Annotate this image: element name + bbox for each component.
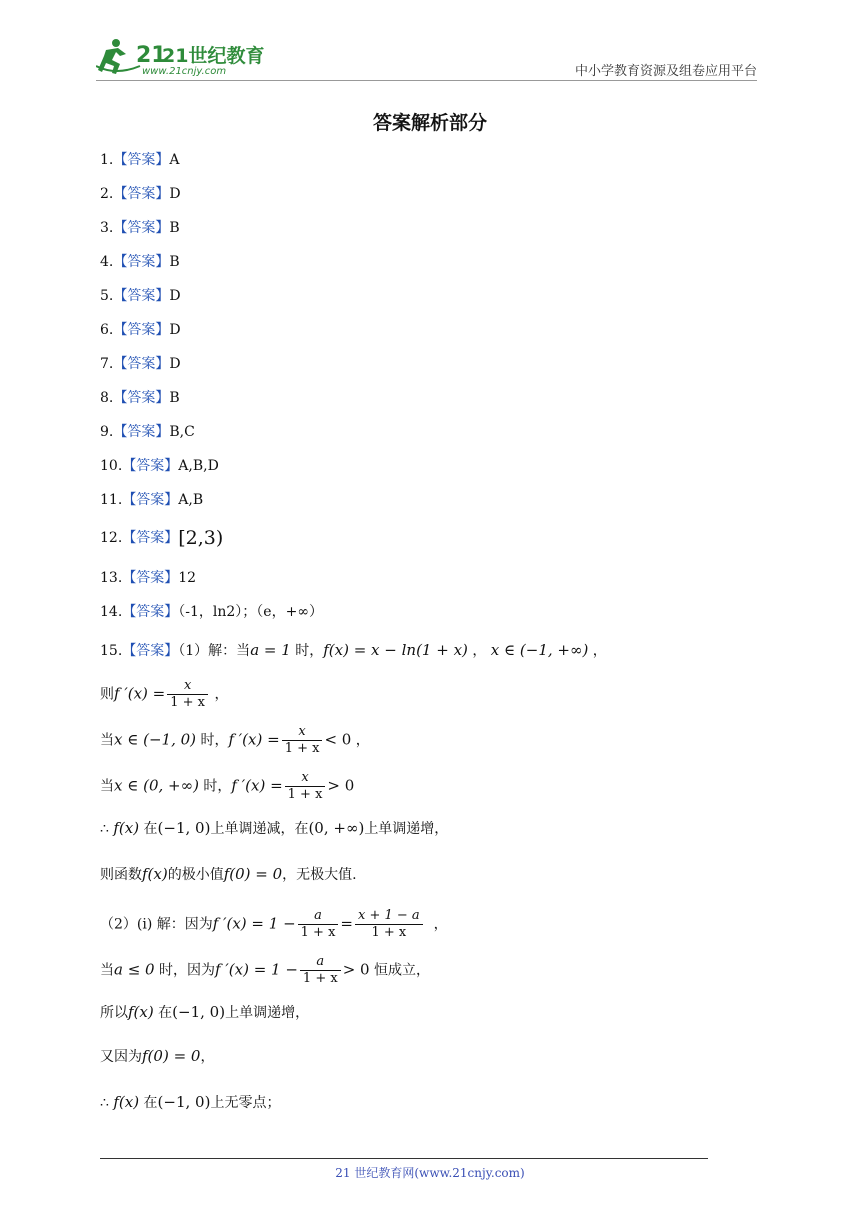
answer-tag: 【答案】 [113,186,170,202]
site-logo [96,36,266,78]
answer-tag: 【答案】 [113,288,170,304]
header-platform-text: 中小学教育资源及组卷应用平台 [574,64,757,79]
footer-link[interactable]: 21 世纪教育网(www.21cnjy.com) [335,1166,525,1180]
answer-tag: 【答案】 [122,604,179,620]
answer-number: 8. [100,390,114,406]
q15-line-10: 又因为f(0) = 0， [100,1047,215,1065]
answer-number: 11. [100,492,123,508]
answer-tag: 【答案】 [122,458,179,474]
answer-number: 7. [100,356,114,372]
answer-value: A,B [178,492,204,508]
answer-value: B,C [169,424,195,440]
answer-value: D [169,356,181,372]
footer-divider [100,1158,708,1159]
answer-number: 5. [100,288,114,304]
svg-text:21世纪教育: 21世纪教育 [162,45,265,67]
answer-value: （-1，ln2）；（e，+∞） [178,604,323,620]
answer-row [100,252,180,272]
answer-number: 12. [100,530,123,546]
answer-row [100,568,196,588]
answer-value: A,B,D [178,458,219,474]
answer-number: 2. [100,186,114,202]
answer-number: 1. [100,152,114,168]
header-divider [96,80,757,81]
answer-value: B [169,390,180,406]
answer-row [100,602,323,622]
answer-row [100,528,223,548]
answer-value: A [169,152,180,168]
answer-row [100,320,181,340]
q15-line-9: 所以f(x) 在(−1, 0)上单调递增， [100,1003,310,1021]
q15-line-1: 15.【答案】（1）解：当a = 1 时，f(x) = x − ln(1 + x) ， x ∈ (−1, +∞) ， [100,641,607,659]
answer-tag: 【答案】 [113,220,170,236]
page-header [0,0,860,90]
page-title: 答案解析部分 [372,112,487,134]
answer-value: 12 [178,570,197,586]
answer-value: [2,3) [178,527,224,549]
answer-row [100,388,180,408]
q15-line-3: 当x ∈ (−1, 0) 时，f ′(x) = $\frac{x}{1 + x}$ < 0 ， [100,724,370,756]
answer-tag: 【答案】 [113,356,170,372]
svg-text:21: 21 [136,43,167,68]
q15-line-2: 则f ′(x) = $\frac{x}{1 + x}$ ， [100,678,229,710]
answer-number: 14. [100,604,123,620]
answer-number: 10. [100,458,123,474]
q15-line-5: ∴ f(x) 在(−1, 0)上单调递减，在(0, +∞)上单调递增， [100,819,449,837]
answer-value: D [169,288,181,304]
answer-tag: 【答案】 [113,322,170,338]
answer-row [100,150,179,170]
answer-tag: 【答案】 [113,254,170,270]
q15-line-4: 当x ∈ (0, +∞) 时，f ′(x) = $\frac{x}{1 + x}$ > 0 [100,770,355,802]
answer-value: B [169,220,180,236]
answer-tag: 【答案】 [122,492,179,508]
answer-tag: 【答案】 [113,390,170,406]
answer-number: 13. [100,570,123,586]
svg-text:www.21cnjy.com: www.21cnjy.com [142,66,227,77]
answer-row [100,354,181,374]
answer-number: 6. [100,322,114,338]
q15-line-8: 当a ≤ 0 时，因为f ′(x) = 1 − $\frac{a}{1 + x}$ > 0 恒成立， [100,954,431,986]
answer-tag: 【答案】 [113,152,170,168]
answer-value: B [169,254,180,270]
answer-tag: 【答案】 [122,570,179,586]
answer-row [100,218,180,238]
answer-tag: 【答案】 [113,424,170,440]
answer-number: 9. [100,424,114,440]
q15-line-11: ∴ f(x) 在(−1, 0)上无零点； [100,1093,281,1111]
q15-line-7: （2）(ⅰ) 解：因为f ′(x) = 1 − $\frac{a}{1 + x}$ = $\frac{x + 1 - a}{1 + x}$ ， [100,908,448,940]
answer-row [100,490,203,510]
answer-row [100,184,181,204]
answer-row [100,422,195,442]
answer-value: D [169,322,181,338]
q15-line-6: 则函数f(x)的极小值f(0) = 0，无极大值. [100,865,357,883]
answer-number: 3. [100,220,114,236]
answer-row [100,456,219,476]
answer-value: D [169,186,181,202]
answer-number: 4. [100,254,114,270]
answer-row [100,286,181,306]
answer-tag: 【答案】 [122,530,179,546]
